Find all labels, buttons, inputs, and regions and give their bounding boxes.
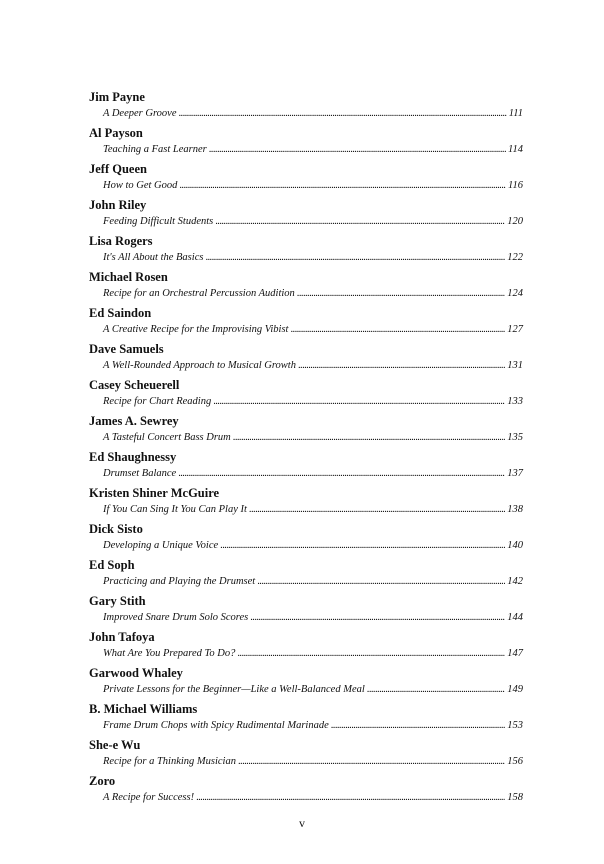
dot-leader <box>250 611 505 625</box>
author-name: Casey Scheuerell <box>89 378 180 392</box>
dot-leader <box>290 323 505 337</box>
article-title: It's All About the Basics <box>103 252 204 263</box>
dot-leader <box>179 179 506 193</box>
article-title: Recipe for an Orchestral Percussion Audition <box>103 288 295 299</box>
page-number: 122 <box>507 252 523 263</box>
author-name: B. Michael Williams <box>89 702 198 716</box>
toc-line <box>89 251 523 265</box>
article-title: A Well-Rounded Approach to Musical Growth <box>103 360 296 371</box>
author-name: Ed Saindon <box>89 306 152 320</box>
dot-leader <box>297 287 505 301</box>
table-of-contents <box>89 90 523 810</box>
page-number: 138 <box>507 504 523 515</box>
page-number: 153 <box>507 720 523 731</box>
toc-entry <box>89 162 523 198</box>
author-name: James A. Sewrey <box>89 414 179 428</box>
article-title: Improved Snare Drum Solo Scores <box>103 612 249 623</box>
dot-leader <box>298 359 505 373</box>
page-number: 116 <box>508 180 523 191</box>
article-title: If You Can Sing It You Can Play It <box>103 504 247 515</box>
dot-leader <box>178 467 505 481</box>
toc-line <box>89 575 523 589</box>
page-number: 135 <box>507 432 523 443</box>
toc-entry <box>89 234 523 270</box>
page-number: 133 <box>507 396 523 407</box>
dot-leader <box>196 791 505 805</box>
toc-entry <box>89 666 523 702</box>
dot-leader <box>249 503 505 517</box>
page-number: 120 <box>507 216 523 227</box>
author-name: Jim Payne <box>89 90 145 104</box>
article-title: Practicing and Playing the Drumset <box>103 576 256 587</box>
toc-entry <box>89 126 523 162</box>
page-number: 131 <box>507 360 523 371</box>
author-name: Dave Samuels <box>89 342 164 356</box>
toc-line <box>89 395 523 409</box>
page-number: 127 <box>507 324 523 335</box>
article-title: Drumset Balance <box>103 468 177 479</box>
author-name: Dick Sisto <box>89 522 143 536</box>
toc-entry <box>89 774 523 810</box>
dot-leader <box>209 143 506 157</box>
article-title: Teaching a Fast Learner <box>103 144 207 155</box>
toc-entry <box>89 306 523 342</box>
toc-entry <box>89 630 523 666</box>
dot-leader <box>220 539 505 553</box>
article-title: How to Get Good <box>103 180 178 191</box>
dot-leader <box>257 575 505 589</box>
article-title: Feeding Difficult Students <box>103 216 214 227</box>
toc-line <box>89 467 523 481</box>
author-name: Zoro <box>89 774 116 788</box>
page-number: 158 <box>507 792 523 803</box>
article-title: Developing a Unique Voice <box>103 540 219 551</box>
toc-entry <box>89 558 523 594</box>
dot-leader <box>237 647 505 661</box>
author-name: Ed Soph <box>89 558 135 572</box>
page-number: 144 <box>507 612 523 623</box>
toc-line <box>89 323 523 337</box>
toc-entry <box>89 738 523 774</box>
toc-line <box>89 503 523 517</box>
page-number: 114 <box>508 144 523 155</box>
toc-entry <box>89 270 523 306</box>
toc-line <box>89 215 523 229</box>
toc-line <box>89 539 523 553</box>
article-title: Recipe for Chart Reading <box>103 396 212 407</box>
dot-leader <box>213 395 505 409</box>
toc-line <box>89 179 523 193</box>
author-name: Ed Shaughnessy <box>89 450 177 464</box>
article-title: A Tasteful Concert Bass Drum <box>103 432 231 443</box>
dot-leader <box>331 719 506 733</box>
toc-line <box>89 143 523 157</box>
article-title: A Creative Recipe for the Improvising Vibist <box>103 324 289 335</box>
dot-leader <box>238 755 505 769</box>
dot-leader <box>215 215 505 229</box>
toc-entry <box>89 378 523 414</box>
toc-line <box>89 755 523 769</box>
toc-entry <box>89 486 523 522</box>
toc-line <box>89 359 523 373</box>
author-name: Lisa Rogers <box>89 234 153 248</box>
author-name: She-e Wu <box>89 738 141 752</box>
article-title: What Are You Prepared To Do? <box>103 648 236 659</box>
toc-line <box>89 107 523 121</box>
toc-line <box>89 287 523 301</box>
toc-line <box>89 611 523 625</box>
author-name: John Tafoya <box>89 630 155 644</box>
toc-entry <box>89 450 523 486</box>
toc-entry <box>89 414 523 450</box>
toc-entry <box>89 342 523 378</box>
toc-entry <box>89 594 523 630</box>
toc-line <box>89 647 523 661</box>
author-name: Al Payson <box>89 126 143 140</box>
article-title: Private Lessons for the Beginner—Like a Well-Balanced Meal <box>103 684 365 695</box>
toc-entry <box>89 90 523 126</box>
article-title: Frame Drum Chops with Spicy Rudimental Marinade <box>103 720 329 731</box>
page-number: 111 <box>508 108 523 119</box>
toc-entry <box>89 198 523 234</box>
author-name: Jeff Queen <box>89 162 147 176</box>
toc-entry <box>89 702 523 738</box>
toc-line <box>89 719 523 733</box>
author-name: Gary Stith <box>89 594 146 608</box>
author-name: Kristen Shiner McGuire <box>89 486 220 500</box>
dot-leader <box>205 251 505 265</box>
page-number: 124 <box>507 288 523 299</box>
article-title: Recipe for a Thinking Musician <box>103 756 236 767</box>
page-number: 149 <box>507 684 523 695</box>
article-title: A Deeper Groove <box>103 108 177 119</box>
dot-leader <box>233 431 505 445</box>
author-name: Michael Rosen <box>89 270 168 284</box>
dot-leader <box>367 683 505 697</box>
page-folio: v <box>299 816 305 830</box>
page-number: 140 <box>507 540 523 551</box>
page-number: 147 <box>507 648 523 659</box>
dot-leader <box>178 107 506 121</box>
author-name: John Riley <box>89 198 147 212</box>
page-number: 156 <box>507 756 523 767</box>
toc-line <box>89 791 523 805</box>
author-name: Garwood Whaley <box>89 666 183 680</box>
toc-line <box>89 431 523 445</box>
page-number: 137 <box>507 468 523 479</box>
toc-line <box>89 683 523 697</box>
article-title: A Recipe for Success! <box>103 792 195 803</box>
page-number: 142 <box>507 576 523 587</box>
toc-entry <box>89 522 523 558</box>
